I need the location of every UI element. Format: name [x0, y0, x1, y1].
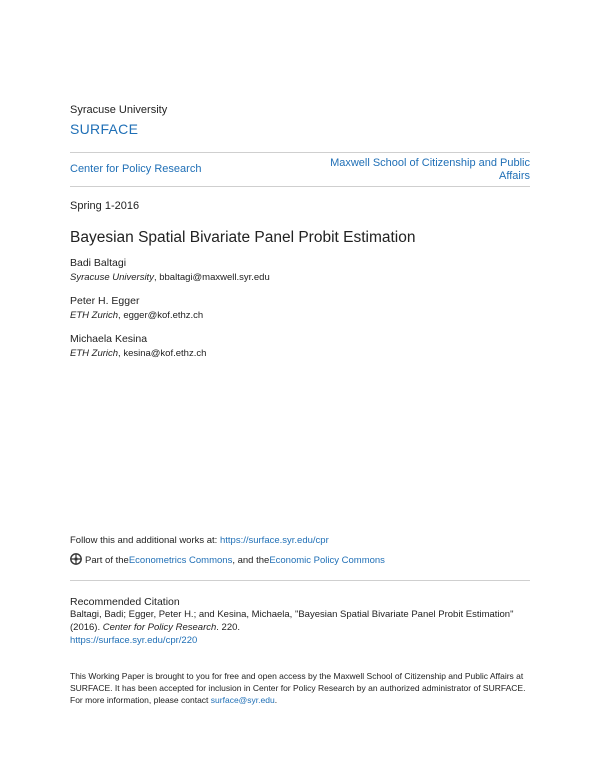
series-link-right[interactable]: Maxwell School of Citizenship and Public Affairs: [330, 157, 530, 182]
divider: [70, 186, 530, 187]
affiliation-name: Syracuse University: [70, 272, 154, 283]
author-email: egger@kof.ethz.ch: [123, 310, 204, 321]
paper-title: Bayesian Spatial Bivariate Panel Probit Estimation: [70, 229, 416, 246]
part-of-prefix: Part of the: [85, 555, 129, 566]
follow-line: [70, 535, 329, 546]
author-name: Badi Baltagi: [70, 257, 127, 269]
creative-commons-icon: [70, 553, 85, 568]
author-affiliation: Syracuse University, bbaltagi@maxwell.syr.edu: [70, 272, 270, 283]
affiliation-name: ETH Zurich: [70, 348, 119, 359]
author-name: Michaela Kesina: [70, 333, 148, 345]
citation-number: . 220.: [216, 622, 241, 633]
footer-end: .: [274, 695, 278, 705]
divider: [70, 580, 530, 581]
econometrics-commons-link[interactable]: Econometrics Commons: [128, 555, 233, 566]
citation-series: Center for Policy Research: [102, 622, 217, 633]
divider: [70, 152, 530, 153]
author-block: [70, 257, 270, 283]
citation-url[interactable]: https://surface.syr.edu/cpr/220: [70, 635, 198, 646]
institution-name: Syracuse University: [70, 104, 168, 116]
part-of-middle: , and the: [232, 555, 270, 566]
part-of-line: [70, 553, 385, 568]
citation-text: Baltagi, Badi; Egger, Peter H.; and Kesina, Michaela, "Bayesian Spatial Bivariate Panel Probit Estimation" (2016).: [70, 609, 514, 633]
follow-text: Follow this and additional works at:: [70, 535, 220, 546]
series-link-left[interactable]: Center for Policy Research: [70, 163, 202, 175]
repository-link[interactable]: SURFACE: [70, 121, 139, 137]
contact-email-link[interactable]: surface@syr.edu: [210, 695, 275, 705]
citation-body: [70, 608, 532, 647]
citation-heading: Recommended Citation: [70, 596, 180, 608]
author-affiliation: ETH Zurich, kesina@kof.ethz.ch: [70, 348, 207, 359]
author-email: kesina@kof.ethz.ch: [123, 348, 207, 359]
author-email: bbaltagi@maxwell.syr.edu: [159, 272, 270, 283]
publication-date: Spring 1-2016: [70, 200, 140, 212]
collection-link[interactable]: https://surface.syr.edu/cpr: [219, 535, 329, 546]
footer-text: This Working Paper is brought to you for free and open access by the Maxwell School of Citizenship and Public Affairs at SURFACE. It has been accepted for inclusion in Center for Policy Research by an authorized administrator of SURFACE. For more information, please contact: [70, 671, 526, 705]
economic-policy-commons-link[interactable]: Economic Policy Commons: [269, 555, 385, 566]
affiliation-name: ETH Zurich: [70, 310, 119, 321]
author-affiliation: ETH Zurich, egger@kof.ethz.ch: [70, 310, 204, 321]
author-block: [70, 333, 206, 359]
author-block: [70, 295, 203, 321]
author-name: Peter H. Egger: [70, 295, 140, 307]
access-footer: [70, 670, 532, 706]
